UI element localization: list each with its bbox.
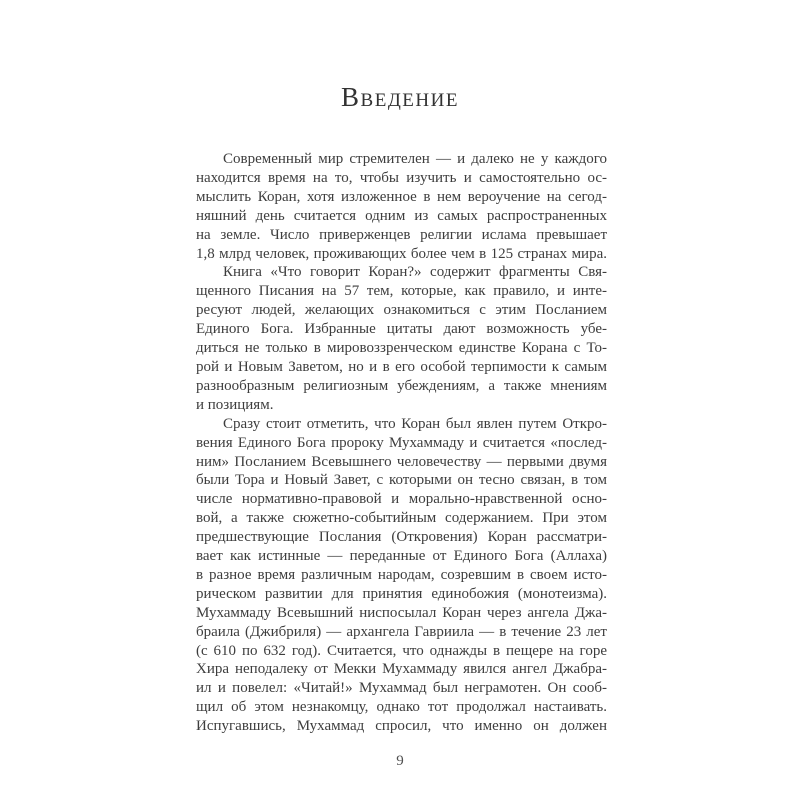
text-line: рическом развитии для принятия единобожия (монотеизма). xyxy=(196,585,607,602)
text-line: мыслить Коран, хотя изложенное в нем вероучение на сегод- xyxy=(196,188,607,205)
paragraph xyxy=(196,263,607,414)
text-line: на земле. Число приверженцев религии ислама превышает xyxy=(196,226,607,243)
text-line: браила (Джибриля) — архангела Гавриила — в течение 23 лет xyxy=(196,623,607,640)
text-line: Испугавшись, Мухаммад спросил, что именно он должен xyxy=(196,718,607,735)
text-line: и позициям. xyxy=(196,396,274,413)
chapter-title: Введение xyxy=(341,82,459,113)
page-number: 9 xyxy=(396,753,404,769)
text-line: числе нормативно-правовой и морально-нравственной осно- xyxy=(196,491,607,508)
text-line: вает как истинные — переданные от Единого Бога (Аллаха) xyxy=(196,548,607,565)
text-line: щенного Писания на 57 тем, которые, как правило, и инте- xyxy=(196,283,607,300)
text-block xyxy=(196,150,607,736)
text-line: Сразу стоит отметить, что Коран был явлен путем Откро- xyxy=(223,415,607,432)
text-line: были Тора и Новый Завет, с которыми он тесно связан, в том xyxy=(196,472,607,489)
text-line: Хира неподалеку от Мекки Мухаммаду явился ангел Джабра- xyxy=(196,661,607,678)
text-line: рой и Новым Заветом, но и в его особой терпимости к самым xyxy=(196,358,607,375)
paragraph xyxy=(196,415,607,736)
text-line: предшествующие Послания (Откровения) Коран рассматри- xyxy=(196,529,607,546)
text-line: Современный мир стремителен — и далеко не у каждого xyxy=(223,151,607,167)
text-line: ил и повелел: «Читай!» Мухаммад был неграмотен. Он сооб- xyxy=(196,680,607,697)
text-line: Единого Бога. Избранные цитаты дают возможность убе- xyxy=(196,321,607,338)
text-line: вения Единого Бога пророку Мухаммаду и считается «послед- xyxy=(196,434,607,451)
text-line: вой, а также сюжетно-событийным содержанием. При этом xyxy=(196,510,607,527)
text-line: находится время на то, чтобы изучить и самостоятельно ос- xyxy=(196,169,607,186)
text-line: ресуют людей, желающих ознакомиться с этим Посланием xyxy=(196,302,607,319)
text-line: Мухаммаду Всевышний ниспосылал Коран через ангела Джа- xyxy=(196,604,607,621)
text-line: ним» Посланием Всевышнего человечеству — первыми двумя xyxy=(196,453,607,470)
text-line: диться не только в мировоззренческом единстве Корана с То- xyxy=(196,340,607,357)
text-line: Книга «Что говорит Коран?» содержит фрагменты Свя- xyxy=(223,264,607,281)
text-line: 1,8 млрд человек, проживающих более чем в 125 странах мира. xyxy=(196,245,607,262)
text-line: (с 610 по 632 год). Считается, что однажды в пещере на горе xyxy=(196,642,607,659)
text-line: разнообразным религиозным убеждениям, а также мнениям xyxy=(196,377,607,394)
text-line: в разное время различным народам, созревшим в своем исто- xyxy=(196,566,607,583)
paragraph xyxy=(196,150,607,263)
text-line: щил об этом незнакомцу, однако тот продолжал настаивать. xyxy=(196,699,607,716)
text-line: няшний день считается одним из самых распространенных xyxy=(196,207,607,224)
